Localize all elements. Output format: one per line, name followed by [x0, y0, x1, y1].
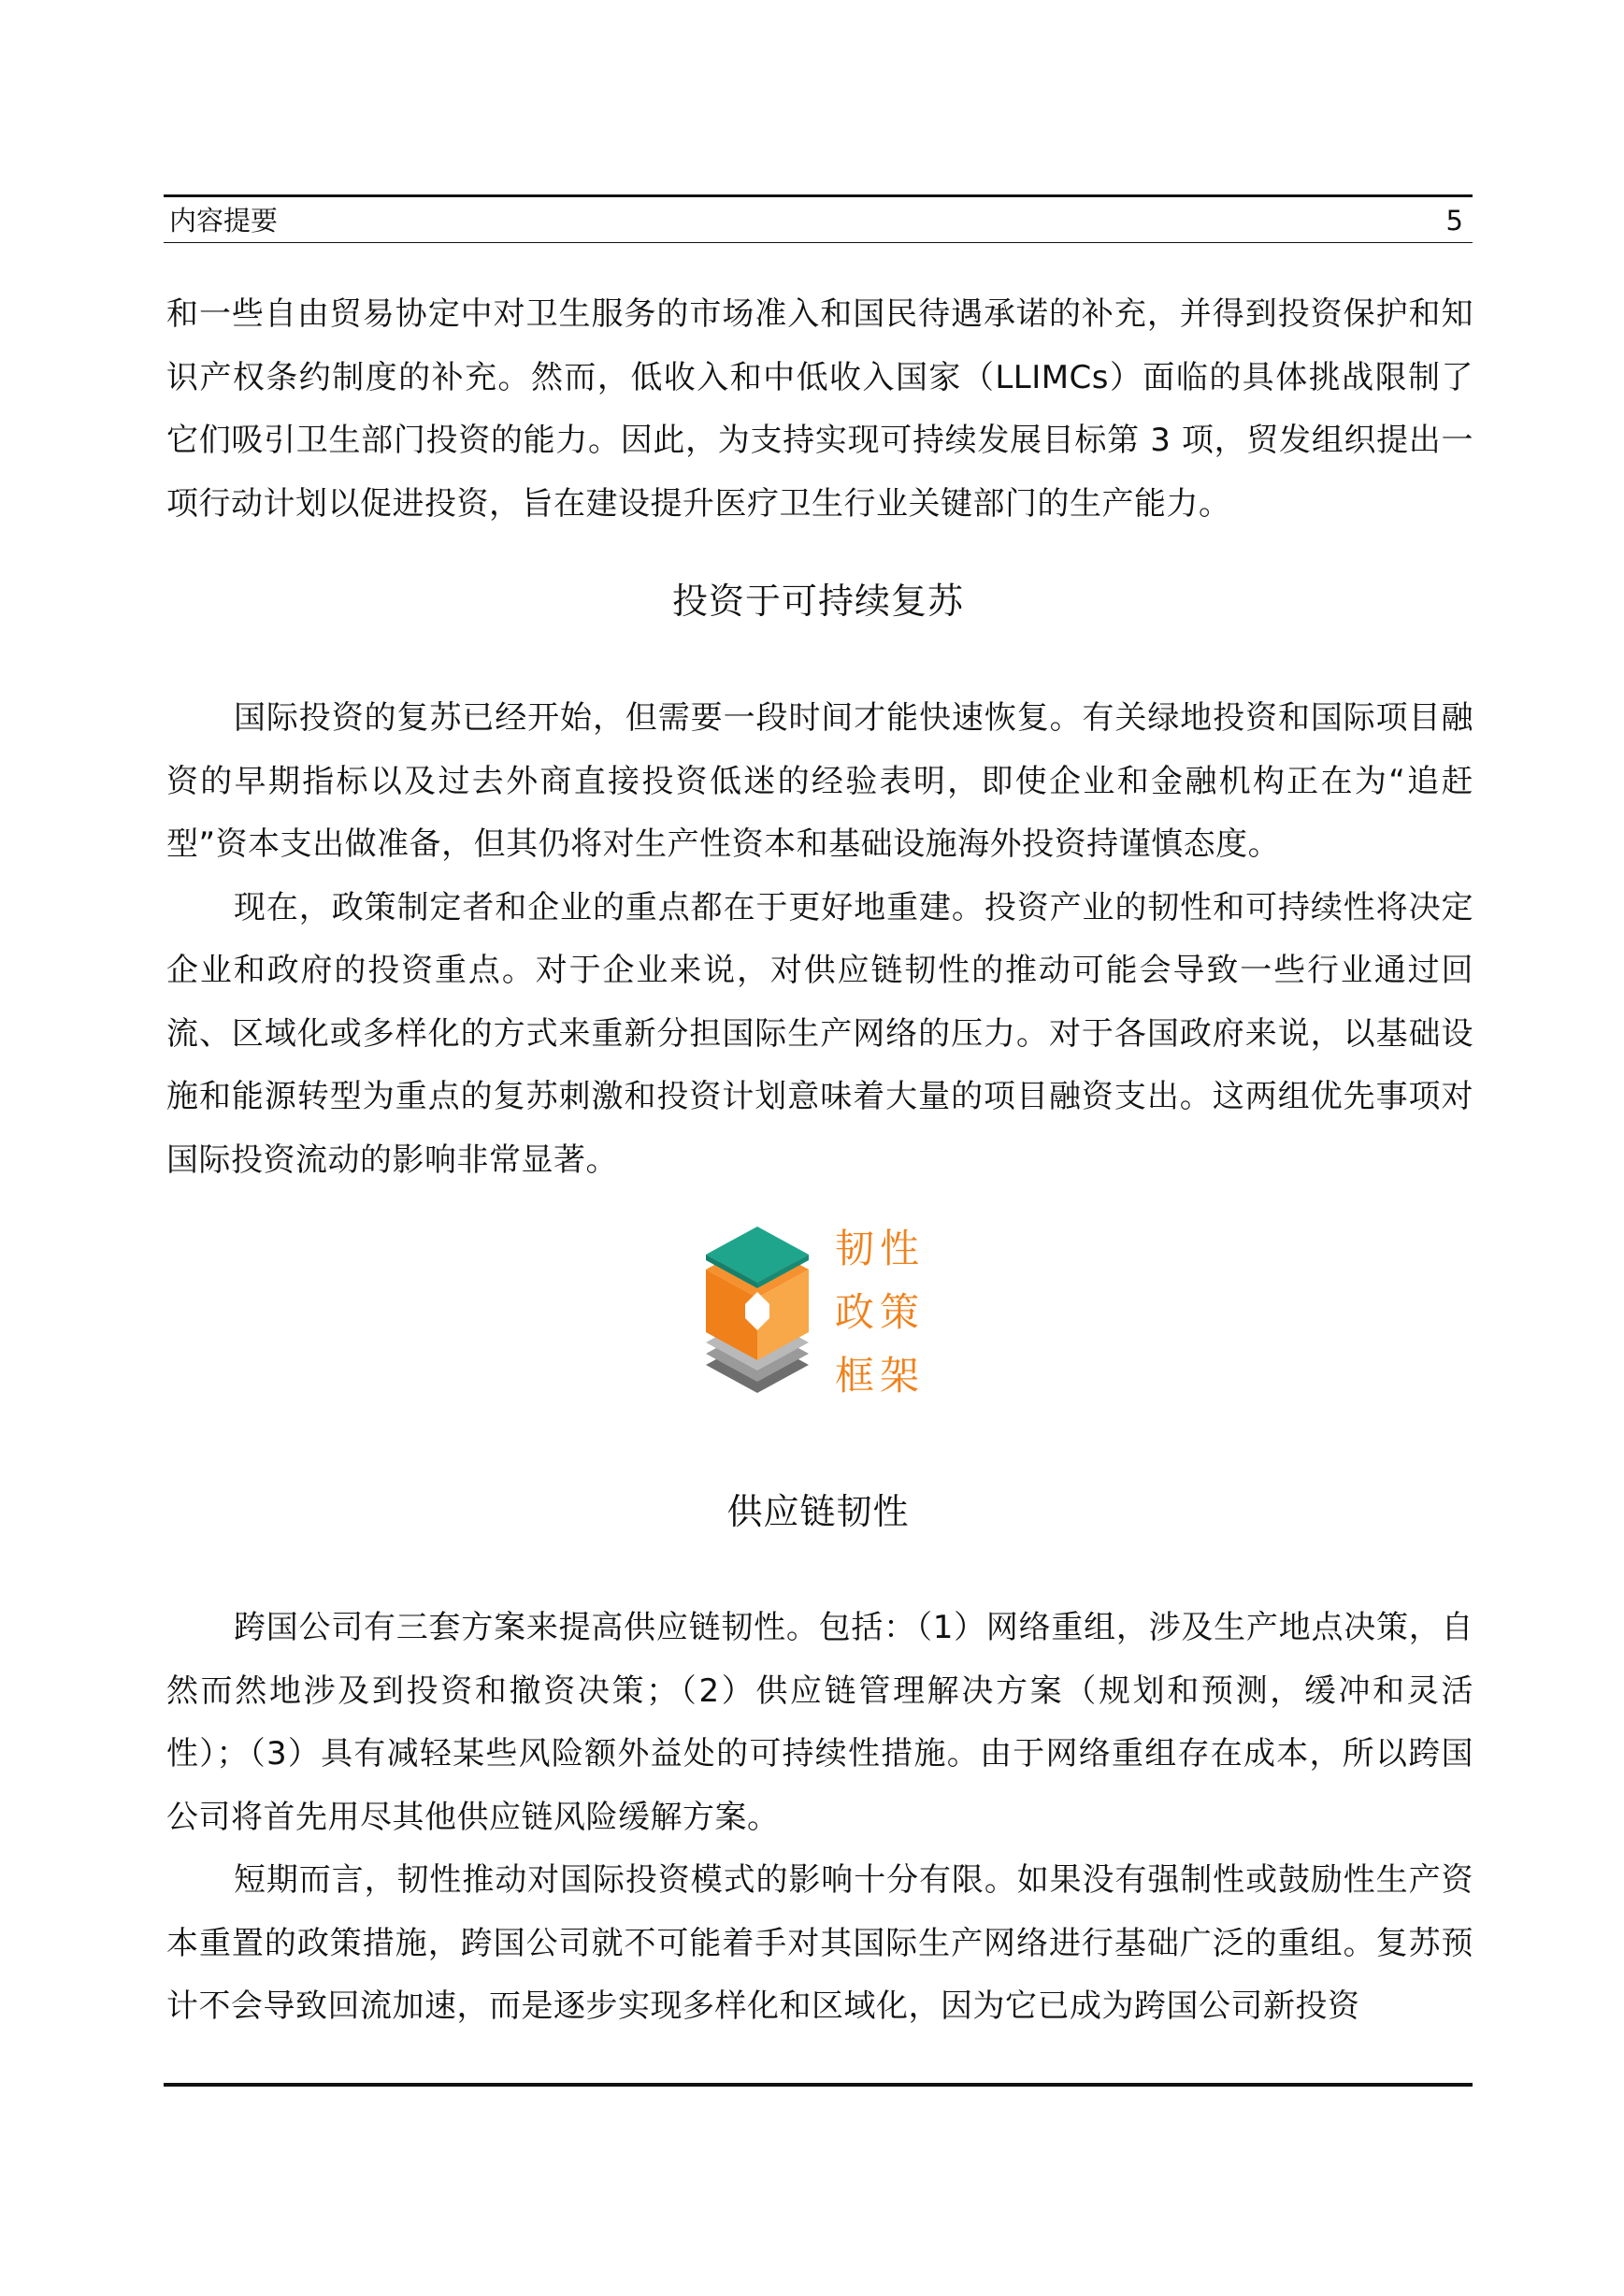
section2-paragraph-2: 短期而言，韧性推动对国际投资模式的影响十分有限。如果没有强制性或鼓励性生产资本重置的政策措施，跨国公司就不可能着手对其国际生产网络进行基础广泛的重组。复苏预计不会导致回流加速，而是逐步实现多样化和区域化，因为它已成为跨国公司新投资	[166, 1861, 1473, 2025]
intro-block	[166, 283, 1473, 536]
section1-body	[166, 687, 1473, 1192]
intro-paragraph: 和一些自由贸易协定中对卫生服务的市场准入和国民待遇承诺的补充，并得到投资保护和知识产权条约制度的补充。然而，低收入和中低收入国家（LLIMCs）面临的具体挑战限制了它们吸引卫生部门投资的能力。因此，为支持实现可持续发展目标第 3 项，贸发组织提出一项行动计划以促进投资，旨在建设提升医疗卫生行业关键部门的生产能力。	[166, 295, 1473, 523]
footer-rule	[164, 2083, 1473, 2087]
section1-paragraph-2: 现在，政策制定者和企业的重点都在于更好地重建。投资产业的韧性和可持续性将决定企业和政府的投资重点。对于企业来说，对供应链韧性的推动可能会导致一些行业通过回流、区域化或多样化的方式来重新分担国际生产网络的压力。对于各国政府来说，以基础设施和能源转型为重点的复苏刺激和投资计划意味着大量的项目融资支出。这两组优先事项对国际投资流动的影响非常显著。	[166, 888, 1473, 1179]
page-number: 5	[1445, 205, 1463, 237]
section1-paragraph-1: 国际投资的复苏已经开始，但需要一段时间才能快速恢复。有关绿地投资和国际项目融资的早期指标以及过去外商直接投资低迷的经验表明，即使企业和金融机构正在为“追赶型”资本支出做准备，但其仍将对生产性资本和基础设施海外投资持谨慎态度。	[166, 699, 1473, 863]
section2-paragraph-1: 跨国公司有三套方案来提高供应链韧性。包括：（1）网络重组，涉及生产地点决策，自然而然地涉及到投资和撤资决策；（2）供应链管理解决方案（规划和预测，缓冲和灵活性）；（3）具有减轻某些风险额外益处的可持续性措施。由于网络重组存在成本，所以跨国公司将首先用尽其他供应链风险缓解方案。	[166, 1609, 1473, 1836]
header-top-rule	[164, 194, 1473, 197]
logo-text-line2: 政策	[835, 1289, 926, 1335]
section2-body	[166, 1597, 1473, 2039]
section-heading-sustainable-recovery: 投资于可持续复苏	[671, 581, 964, 622]
running-header-title: 内容提要	[169, 205, 279, 237]
section-heading-supply-chain-resilience: 供应链韧性	[726, 1491, 910, 1532]
header-bottom-rule	[164, 242, 1473, 243]
logo-text-line1: 韧性	[835, 1226, 926, 1271]
logo-text-line3: 框架	[835, 1353, 926, 1399]
